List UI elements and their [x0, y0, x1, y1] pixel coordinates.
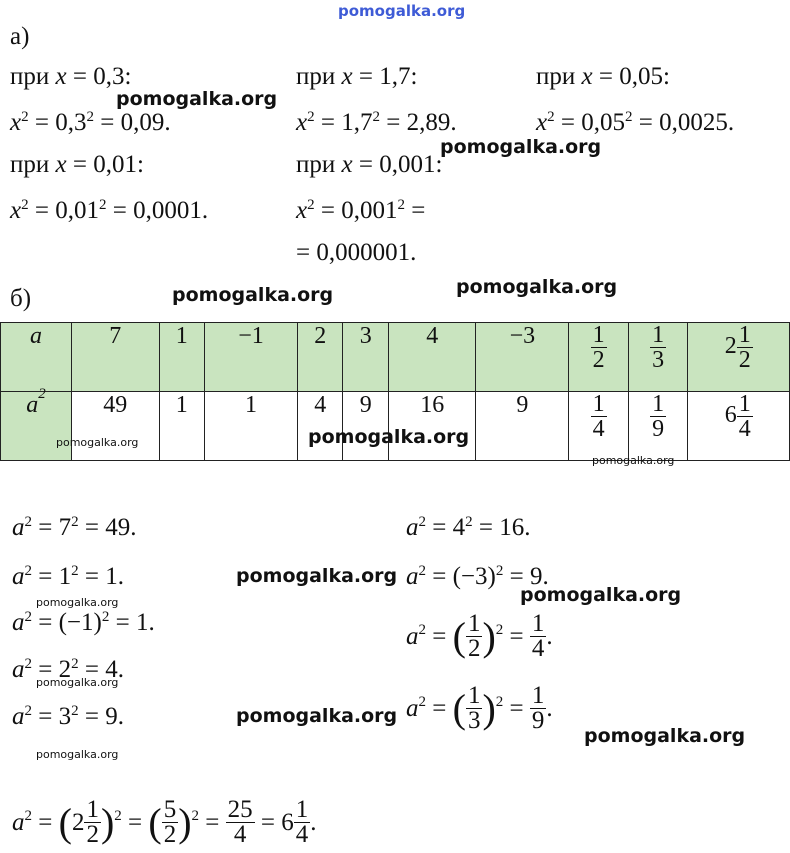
table-cell: 3: [343, 323, 389, 392]
table-cell: −1: [205, 323, 298, 392]
watermark: pomogalka.org: [116, 88, 278, 110]
table-cell: 4: [297, 392, 343, 461]
equation-right-3: a $^2$ = ( $\frac{1}{2}$ ) $^2$ = $\frac{1}{4}$ .: [406, 610, 553, 662]
table-cell-fraction: $\frac{1}{2}$: [569, 323, 629, 392]
case-4-condition: при x = 0,01:: [10, 151, 144, 178]
watermark: pomogalka.org: [456, 276, 618, 298]
table-cell: 1: [205, 392, 298, 461]
equation-right-4: a $^2$ = ( $\frac{1}{3}$ ) $^2$ = $\frac{1}{9}$ .: [406, 682, 553, 734]
table-cell: 7: [72, 323, 160, 392]
watermark: pomogalka.org: [36, 596, 119, 609]
watermark: pomogalka.org: [36, 748, 119, 761]
table-cell-fraction: $\frac{1}{9}$: [628, 392, 688, 461]
watermark: pomogalka.org: [584, 725, 746, 747]
part-a-label: а): [10, 23, 30, 50]
watermark: pomogalka.org: [592, 454, 675, 467]
table-cell: −3: [476, 323, 569, 392]
watermark: pomogalka.org: [308, 426, 470, 448]
table-cell: 9: [476, 392, 569, 461]
case-4-equation: $x^2 = 0,01^2 = 0,0001$.: [10, 197, 209, 224]
case-2-equation: $x^2 = 1,7^2 = 2,89$.: [296, 109, 457, 136]
watermark: pomogalka.org: [172, 284, 334, 306]
case-3-condition: при x = 0,05:: [536, 63, 670, 90]
part-b-label: б): [10, 285, 32, 312]
table-cell-fraction: 6 $\frac{1}{4}$: [688, 392, 790, 461]
equation-left-3: $a^2 = (-1)^2 = 1$.: [12, 609, 155, 636]
table-cell: 9: [343, 392, 389, 461]
equation-right-2: $a^2 = (-3)^2 = 9$.: [406, 563, 549, 590]
table-cell: 2: [297, 323, 343, 392]
case-5-condition: при x = 0,001:: [296, 151, 443, 178]
case-5-equation: $x^2 = 0,001^2$ =: [296, 197, 426, 224]
table-cell: 49: [72, 392, 160, 461]
table-cell-fraction: $\frac{1}{3}$: [628, 323, 688, 392]
watermark: pomogalka.org: [56, 436, 139, 449]
case-2-condition: при x = 1,7:: [296, 63, 418, 90]
table-cell-fraction: 2 $\frac{1}{2}$: [688, 323, 790, 392]
watermark: pomogalka.org: [440, 136, 602, 158]
table-row-a: [1, 323, 790, 392]
table-cell: 1: [159, 392, 205, 461]
watermark: pomogalka.org: [520, 584, 682, 606]
equation-left-5: $a^2 = 3^2 = 9$.: [12, 703, 124, 730]
case-3-equation: $x^2 = 0,05^2 = 0,0025$.: [536, 109, 735, 136]
watermark: pomogalka.org: [236, 705, 398, 727]
case-1-condition: при x = 0,3:: [10, 63, 132, 90]
table-header-a2: $a^2$: [1, 392, 72, 461]
equation-left-2: $a^2 = 1^2 = 1$.: [12, 563, 124, 590]
case-1-equation: $x^2 = 0,3^2 = 0,09$.: [10, 109, 171, 136]
equation-left-4: $a^2 = 2^2 = 4$.: [12, 656, 124, 683]
equation-left-1: $a^2 = 7^2 = 49$.: [12, 514, 137, 541]
table-cell: 4: [388, 323, 476, 392]
table-cell: 16: [388, 392, 476, 461]
watermark: pomogalka.org: [36, 676, 119, 689]
table-cell: 1: [159, 323, 205, 392]
watermark: pomogalka.org: [236, 565, 398, 587]
case-5-equation-cont: = 0,000001.: [296, 239, 417, 266]
table-header-a: a: [1, 323, 72, 392]
table-cell-fraction: $\frac{1}{4}$: [569, 392, 629, 461]
equation-right-1: $a^2 = 4^2 = 16$.: [406, 514, 531, 541]
equation-final: a $^2$ = ( 2 $\frac{1}{2}$ ) $^2$ = ( $\frac{5}{2}$ ) $^2$ = $\frac{25}{4}$ = 6 $\frac{1}{4}$ .: [12, 796, 317, 848]
watermark-top: pomogalka.org: [338, 2, 466, 20]
